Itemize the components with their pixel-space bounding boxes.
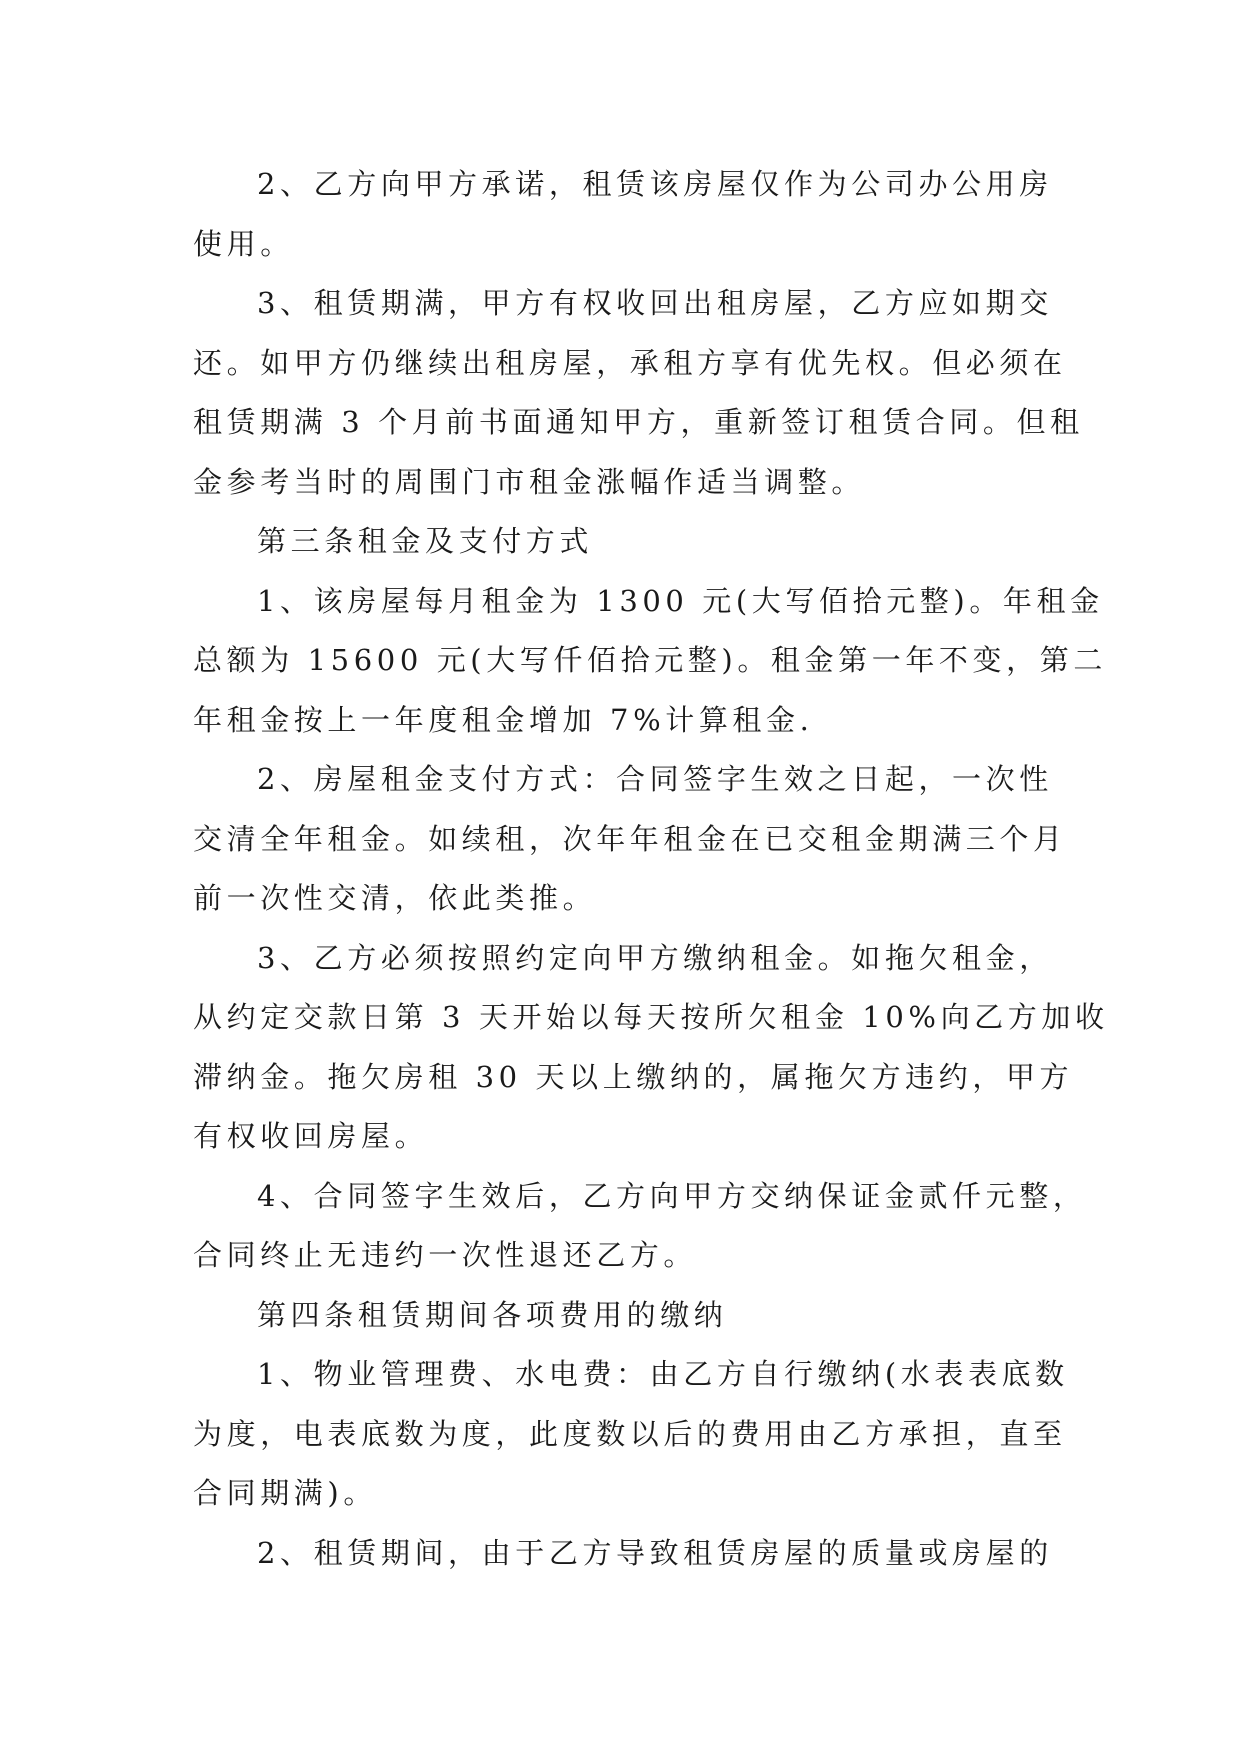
text-line: 合同终止无违约一次性退还乙方。 bbox=[193, 1238, 698, 1272]
text-line: 还。如甲方仍继续出租房屋，承租方享有优先权。但必须在 bbox=[193, 345, 1067, 380]
text-line: 3、租赁期满，甲方有权收回出租房屋，乙方应如期交 bbox=[257, 286, 1053, 320]
text-line: 2、乙方向甲方承诺，租赁该房屋仅作为公司办公用房 bbox=[257, 167, 1053, 201]
text-line: 使用。 bbox=[193, 226, 294, 261]
text-line: 交清全年租金。如续租，次年年租金在已交租金期满三个月 bbox=[193, 821, 1067, 856]
text-line: 从约定交款日第 3 天开始以每天按所欠租金 10%向乙方加收 bbox=[193, 1000, 1109, 1034]
text-line: 1、该房屋每月租金为 1300 元(大写佰拾元整)。年租金 bbox=[257, 583, 1104, 618]
text-line: 2、租赁期间，由于乙方导致租赁房屋的质量或房屋的 bbox=[257, 1535, 1053, 1570]
text-line: 总额为 15600 元(大写仟佰拾元整)。租金第一年不变，第二 bbox=[193, 643, 1107, 677]
text-line: 租赁期满 3 个月前书面通知甲方，重新签订租赁合同。但租 bbox=[193, 405, 1084, 439]
text-line: 合同期满)。 bbox=[193, 1476, 377, 1510]
section-heading: 第四条租赁期间各项费用的缴纳 bbox=[257, 1297, 728, 1332]
text-line: 有权收回房屋。 bbox=[193, 1119, 429, 1153]
text-line: 金参考当时的周围门市租金涨幅作适当调整。 bbox=[193, 464, 866, 499]
text-line: 前一次性交清，依此类推。 bbox=[193, 881, 597, 915]
text-line: 4、合同签字生效后，乙方向甲方交纳保证金贰仟元整， bbox=[257, 1178, 1087, 1213]
text-line: 2、房屋租金支付方式：合同签字生效之日起，一次性 bbox=[257, 762, 1053, 796]
text-line: 为度，电表底数为度，此度数以后的费用由乙方承担，直至 bbox=[193, 1416, 1067, 1451]
text-line: 1、物业管理费、水电费：由乙方自行缴纳(水表表底数 bbox=[257, 1357, 1069, 1391]
document-body bbox=[193, 155, 1109, 1583]
section-heading: 第三条租金及支付方式 bbox=[257, 524, 594, 558]
text-line: 滞纳金。拖欠房租 30 天以上缴纳的，属拖欠方违约，甲方 bbox=[193, 1059, 1074, 1094]
text-line: 年租金按上一年度租金增加 7%计算租金. bbox=[193, 702, 814, 737]
text-line: 3、乙方必须按照约定向甲方缴纳租金。如拖欠租金， bbox=[257, 940, 1053, 975]
